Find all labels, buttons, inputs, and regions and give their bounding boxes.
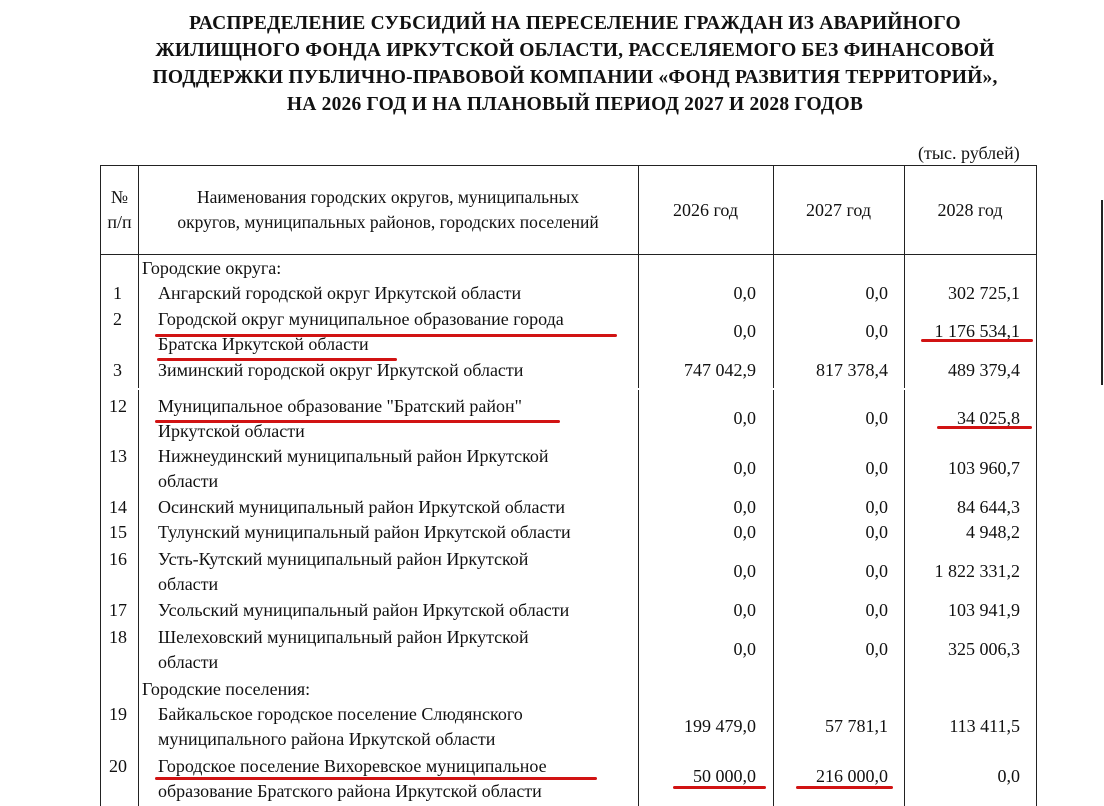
value-2026: 199 479,0 [684,716,756,736]
row-name: Тулунский муниципальный район Иркутской области [158,522,571,542]
table-divider [904,166,905,806]
value-2028: 4 948,2 [966,522,1020,542]
row-name: Городское поселение Вихоревское муниципальное [158,756,547,776]
value-2027: 817 378,4 [816,360,888,380]
value-2028: 103 941,9 [948,600,1020,620]
row-name: Муниципальное образование "Братский район" [158,396,522,416]
header-2027: 2027 год [805,200,872,220]
highlight-underline [796,786,893,789]
value-2027: 57 781,1 [825,716,888,736]
table-divider [773,166,774,806]
value-2026: 0,0 [733,639,756,659]
row-num: 13 [109,446,127,466]
value-2028: 489 379,4 [948,360,1020,380]
row-num: 20 [109,756,127,776]
units-label: (тыс. рублей) [918,143,1020,163]
row-name-cont: Братска Иркутской области [158,334,369,354]
row-num: 16 [109,549,127,569]
row-name: Ангарский городской округ Иркутской области [158,283,522,303]
row-num: 15 [109,522,127,542]
title-line: ПОДДЕРЖКИ ПУБЛИЧНО-ПРАВОВОЙ КОМПАНИИ «ФОНД РАЗВИТИЯ ТЕРРИТОРИЙ», [152,67,998,88]
row-name-cont: образование Братского района Иркутской области [158,781,542,801]
title-line: ЖИЛИЩНОГО ФОНДА ИРКУТСКОЙ ОБЛАСТИ, РАССЕЛЯЕМОГО БЕЗ ФИНАНСОВОЙ [155,40,995,61]
header-name: Наименования городских округов, муниципальных округов, муниципальных районов, городских поселений [177,187,599,232]
header-2026: 2026 год [672,200,739,220]
value-2026: 0,0 [733,458,756,478]
highlight-underline [155,334,617,337]
document-title [90,10,1060,118]
title-line: НА 2026 ГОД И НА ПЛАНОВЫЙ ПЕРИОД 2027 И 2028 ГОДОВ [286,94,864,115]
row-num: 17 [109,600,127,620]
value-2027: 0,0 [865,458,888,478]
row-name: Усть-Кутский муниципальный район Иркутской [158,549,529,569]
value-2026: 0,0 [733,600,756,620]
row-num: 18 [109,627,127,647]
row-name: Нижнеудинский муниципальный район Иркутской [158,446,549,466]
highlight-underline [155,777,597,780]
value-2026: 0,0 [733,522,756,542]
value-2026: 747 042,9 [684,360,756,380]
row-name: Осинский муниципальный район Иркутской области [158,497,565,517]
value-2026: 50 000,0 [693,766,756,786]
row-name-cont: области [158,652,219,672]
value-2028: 325 006,3 [948,639,1020,659]
value-2027: 0,0 [865,497,888,517]
row-name-cont: муниципального района Иркутской области [158,729,496,749]
value-2027: 0,0 [865,522,888,542]
value-2026: 0,0 [733,321,756,341]
row-name-cont: области [158,574,219,594]
value-2026: 0,0 [733,283,756,303]
table-divider [638,166,639,806]
section-label: Городские округа: [142,258,282,278]
row-num: 12 [109,396,127,416]
header-divider [101,254,1036,255]
highlight-underline [937,426,1032,429]
row-num: 3 [113,360,122,380]
row-name-cont: области [158,471,219,491]
row-num: 19 [109,704,127,724]
value-2027: 0,0 [865,321,888,341]
value-2026: 0,0 [733,408,756,428]
row-name: Усольский муниципальный район Иркутской области [158,600,570,620]
value-2028: 113 411,5 [949,716,1020,736]
value-2027: 0,0 [865,283,888,303]
value-2027: 0,0 [865,600,888,620]
subsidy-table [100,165,1037,806]
value-2027: 0,0 [865,561,888,581]
row-num: 1 [113,283,122,303]
row-name: Шелеховский муниципальный район Иркутской [158,627,529,647]
value-2028: 302 725,1 [948,283,1020,303]
excerpt-gap [101,388,1036,390]
value-2028: 1 822 331,2 [934,561,1020,581]
highlight-underline [155,420,560,423]
header-2028: 2028 год [937,200,1003,220]
row-num: 14 [109,497,127,517]
row-name-cont: Иркутской области [158,421,305,441]
value-2027: 0,0 [865,408,888,428]
row-num: 2 [113,309,122,329]
header-num: № п/п [107,187,132,232]
title-line: РАСПРЕДЕЛЕНИЕ СУБСИДИЙ НА ПЕРЕСЕЛЕНИЕ ГРАЖДАН ИЗ АВАРИЙНОГО [189,13,961,34]
table-divider [138,166,139,806]
value-2028: 84 644,3 [957,497,1020,517]
value-2026: 0,0 [733,497,756,517]
highlight-underline [921,339,1033,342]
section-label: Городские поселения: [142,679,311,699]
highlight-underline [673,786,766,789]
value-2028: 0,0 [997,766,1020,786]
row-name: Зиминский городской округ Иркутской области [158,360,524,380]
row-name: Байкальское городское поселение Слюдянского [158,704,523,724]
value-2028: 1 176 534,1 [934,321,1020,341]
value-2026: 0,0 [733,561,756,581]
value-2028: 34 025,8 [957,408,1020,428]
value-2027: 0,0 [865,639,888,659]
page-edge-mark [1101,200,1103,385]
row-name: Городской округ муниципальное образование города [158,309,564,329]
value-2027: 216 000,0 [816,766,888,786]
value-2028: 103 960,7 [948,458,1020,478]
